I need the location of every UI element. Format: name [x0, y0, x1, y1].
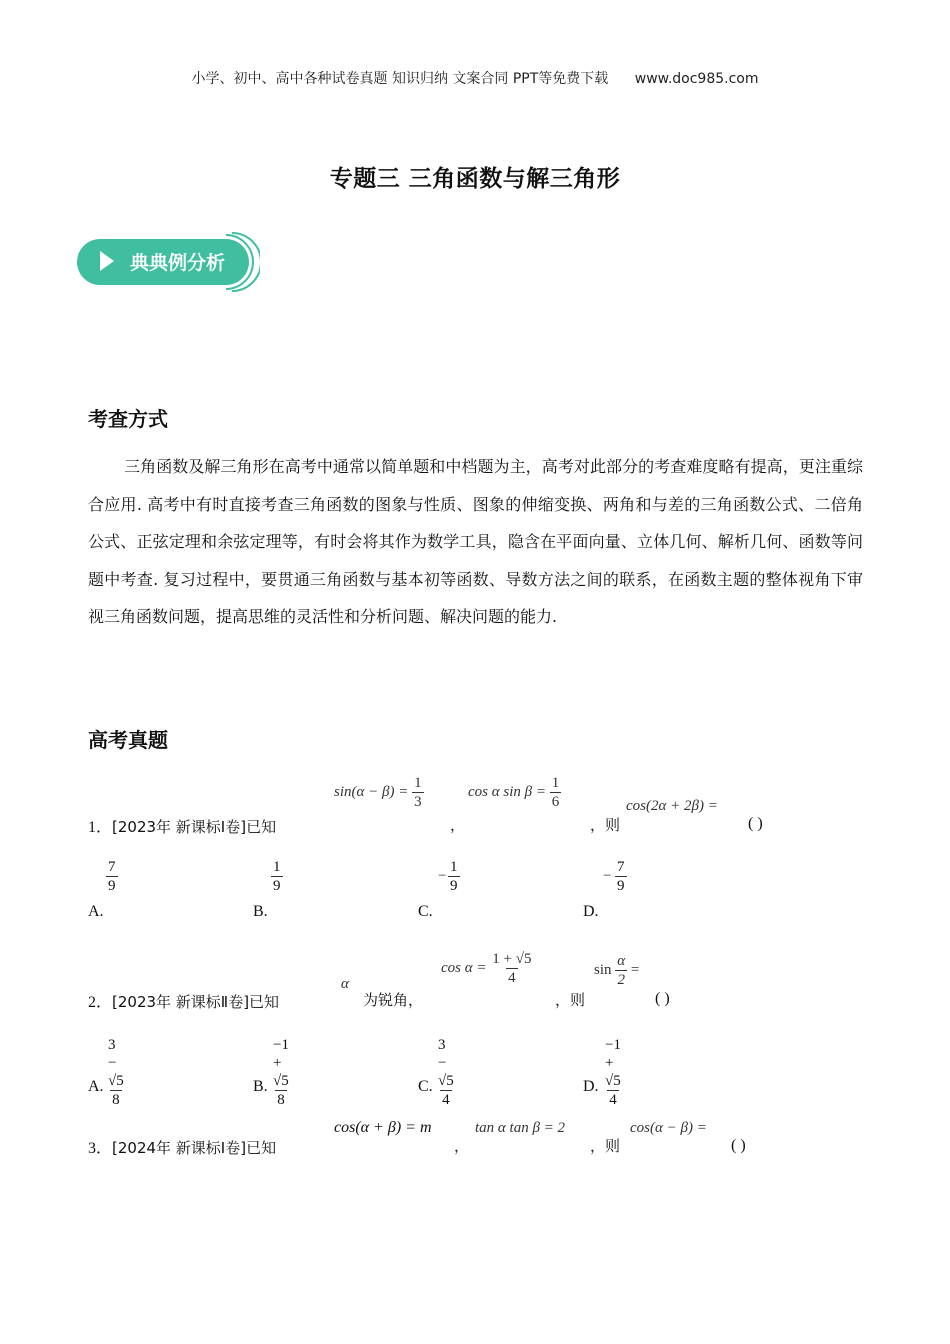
q2-number: 2．	[88, 994, 113, 1011]
header-text: 小学、初中、高中各种试卷真题 知识归纳 文案合同 PPT等免费下载	[191, 71, 609, 87]
q2-cond	[441, 950, 533, 987]
q1-b-frac: $\frac{1}{9}$	[273, 859, 281, 894]
q1-c-sign: −	[438, 868, 447, 884]
q3-paren: ( )	[731, 1137, 746, 1154]
section-badge	[76, 231, 260, 293]
q1-number: 1．	[88, 819, 113, 836]
q2-a-label: A.	[88, 1078, 104, 1095]
q1-cond1	[334, 774, 424, 811]
q1-sep1: ，	[450, 816, 466, 834]
q1-c-label: C.	[418, 903, 433, 920]
q1-paren: ( )	[748, 815, 763, 832]
page-title: 专题三 三角函数与解三角形	[329, 166, 621, 192]
q2-d-frac: $\frac{-1 + √5}{4}$	[605, 1037, 621, 1108]
heading-real-exam: 高考真题	[88, 728, 168, 752]
q2-c-label: C.	[418, 1078, 433, 1095]
question-2	[88, 989, 279, 1012]
exam-method-text: 三角函数及解三角形在高考中通常以简单题和中档题为主，高考对此部分的考查难度略有提高，更注重综合应用. 高考中有时直接考查三角函数的图象与性质、图象的伸缩变换、两角和与差的三角函数公式、二倍角公式、正弦定理和余弦定理等，有时会将其作为数学工具，隐含在平面向量、立体几何、解析几何、函数等问题中考查. 复习过程中，要贯通三角函数与基本初等函数、导数方法之间的联系，在函数主题的整体视角下审视三角函数问题，提高思维的灵活性和分析问题、解决问题的能力.	[88, 457, 863, 626]
q2-target	[594, 952, 639, 989]
q1-a-frac: $\frac{7}{9}$	[108, 859, 116, 894]
q1-d-label: D.	[583, 903, 599, 920]
page-header	[0, 68, 950, 88]
q2-b-label: B.	[253, 1078, 268, 1095]
q2-target-lhs: sin	[594, 961, 612, 978]
exam-method-paragraph	[88, 448, 863, 636]
question-1	[88, 814, 276, 837]
q3-sep2: ，则	[590, 1137, 621, 1155]
q3-cond1: cos(α + β) = m	[334, 1119, 432, 1136]
q1-cond2-lhs: cos α sin β =	[468, 783, 546, 800]
q3-source: [2024年 新课标Ⅰ卷]已知	[112, 1139, 277, 1157]
q1-cond1-lhs: sin(α − β) =	[334, 783, 409, 800]
q2-b-frac: $\frac{-1 + √5}{8}$	[273, 1037, 289, 1108]
q2-c-frac: $\frac{3 - √5}{4}$	[438, 1037, 454, 1108]
q3-number: 3．	[88, 1140, 113, 1157]
q3-cond2: tan α tan β = 2	[475, 1120, 566, 1136]
q2-target-eq: =	[630, 961, 640, 978]
heading-exam-method: 考查方式	[88, 407, 168, 431]
q2-text-mid: 为锐角，	[363, 991, 424, 1009]
q1-cond2	[468, 774, 561, 811]
q1-b-label: B.	[253, 903, 268, 920]
q2-d-label: D.	[583, 1078, 599, 1095]
q1-sep2: ，则	[590, 816, 621, 834]
q1-cond1-frac: $\frac{1}{3}$	[414, 775, 422, 810]
q3-target: cos(α − β) =	[630, 1120, 707, 1136]
question-3	[88, 1135, 276, 1158]
header-site[interactable]: www.doc985.com	[634, 71, 759, 87]
q1-d-sign: −	[603, 868, 612, 884]
q1-target: cos(2α + 2β) =	[626, 798, 718, 814]
q2-cond-frac: $\frac{1 + √5}{4}$	[492, 951, 532, 986]
q1-cond2-frac: $\frac{1}{6}$	[551, 775, 560, 810]
q1-a-label: A.	[88, 903, 104, 920]
q1-d-frac: $\frac{7}{9}$	[617, 859, 625, 894]
q2-paren: ( )	[655, 990, 670, 1007]
q2-sep: ，则	[555, 991, 586, 1009]
q2-cond-lhs: cos α =	[441, 959, 487, 976]
q2-var: α	[341, 976, 349, 992]
q2-source: [2023年 新课标Ⅱ卷]已知	[112, 993, 280, 1011]
q2-a-frac: $\frac{3 - √5}{8}$	[108, 1037, 124, 1108]
badge-label: 典典例分析	[130, 252, 226, 274]
q1-c-frac: $\frac{1}{9}$	[450, 859, 458, 894]
q2-target-frac: $\frac{\alpha}{2}$	[617, 953, 626, 988]
q3-sep1: ，	[454, 1137, 470, 1155]
q1-source: [2023年 新课标Ⅰ卷]已知	[112, 818, 277, 836]
